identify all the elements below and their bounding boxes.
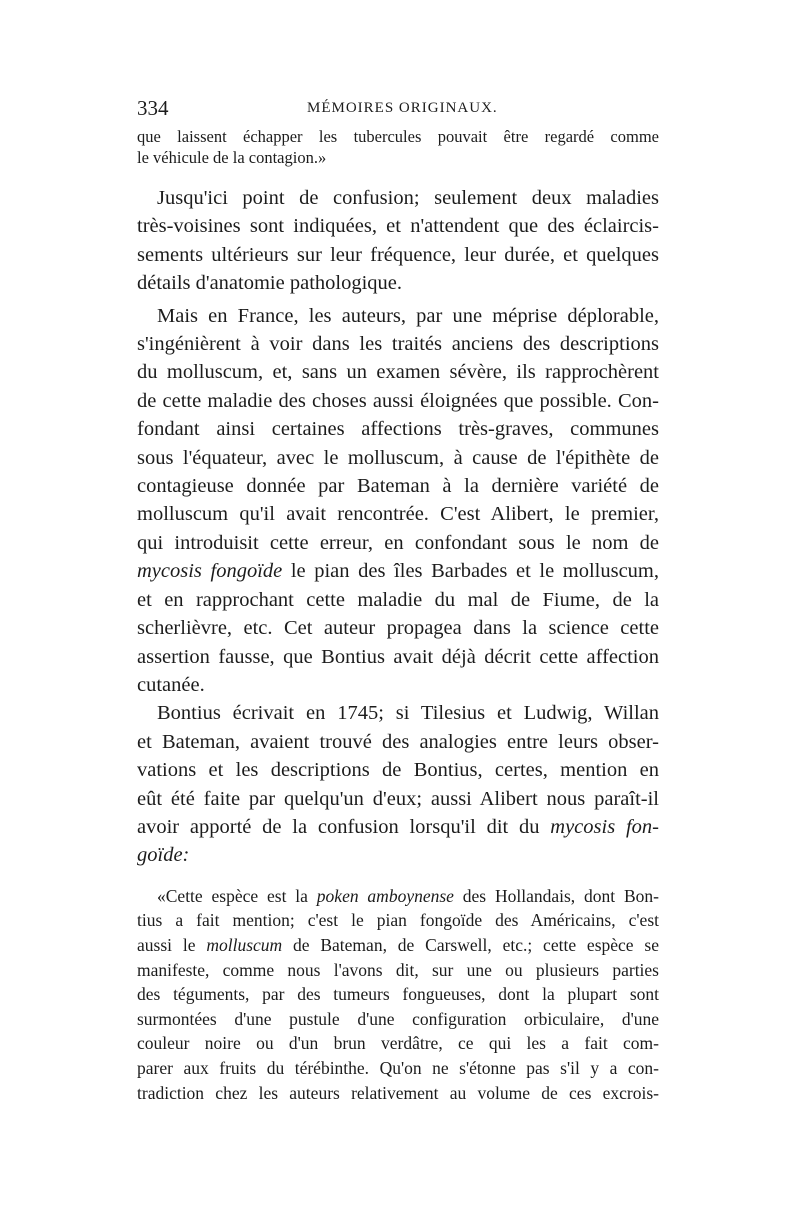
text-line: Jusqu'ici point de confusion; seulement deux maladies <box>157 187 659 209</box>
text-line: vations et les descriptions de Bontius, certes, mention en <box>137 759 659 782</box>
text-line: qui introduisit cette erreur, en confondant sous le nom de <box>137 531 659 554</box>
text-line: surmontées d'une pustule d'une configuration orbiculaire, d'une <box>137 1008 659 1029</box>
text-line: s'ingénièrent à voir dans les traités anciens des descriptions <box>137 333 659 356</box>
italic-term: goïde: <box>137 844 190 867</box>
text-line <box>137 933 659 958</box>
text-line: tius a fait mention; c'est le pian fongoïde des Américains, c'est <box>137 910 659 931</box>
text-line: molluscum qu'il avait rencontrée. C'est Alibert, le premier, <box>137 503 659 526</box>
text-line: Mais en France, les auteurs, par une méprise déplorable, <box>157 304 659 327</box>
text-line: du molluscum, et, sans un examen sévère, ils rapprochèrent <box>137 361 659 384</box>
italic-term: mycosis fongoïde <box>137 560 283 583</box>
text-line: le véhicule de la contagion.» <box>137 148 327 167</box>
quotation-block <box>137 884 659 1105</box>
page-number: 334 <box>137 96 169 120</box>
text-line <box>137 841 659 869</box>
page-header <box>137 96 659 126</box>
italic-term: molluscum <box>206 934 283 955</box>
text-line: scherlièvre, etc. Cet auteur propagea dans la science cette <box>137 617 659 640</box>
paragraph-2 <box>137 302 659 700</box>
text-line: Bontius écrivait en 1745; si Tilesius et Ludwig, Willan <box>157 702 659 725</box>
text-line: détails d'anatomie pathologique. <box>137 272 402 295</box>
text-fragment: avoir apporté de la confusion lorsqu'il dit du <box>137 815 551 838</box>
text-line <box>137 884 659 909</box>
text-line: assertion fausse, que Bontius avait déjà décrit cette affection <box>137 645 659 668</box>
text-line: contagieuse donnée par Bateman à la dernière variété de <box>137 475 659 498</box>
text-line: et en rapprochant cette maladie du mal de Fiume, de la <box>137 588 659 611</box>
text-fragment: des Hollandais, dont Bon- <box>453 885 659 906</box>
text-line: fondant ainsi certaines affections très-graves, communes <box>137 418 659 441</box>
text-line: manifeste, comme nous l'avons dit, sur une ou plusieurs parties <box>137 959 659 980</box>
text-line: et Bateman, avaient trouvé des analogies entre leurs obser- <box>137 730 659 753</box>
text-fragment: de Bateman, de Carswell, etc.; cette espèce se <box>282 934 659 955</box>
text-line: cutanée. <box>137 673 205 696</box>
text-line: sements ultérieurs sur leur fréquence, leur durée, et quelques <box>137 243 659 266</box>
text-fragment: «Cette espèce est la <box>157 885 317 906</box>
text-line: des téguments, par des tumeurs fongueuses, dont la plupart sont <box>137 984 659 1005</box>
text-line: très-voisines sont indiquées, et n'attendent que des éclaircis- <box>137 215 659 238</box>
text-line <box>137 813 659 841</box>
running-title: MÉMOIRES ORIGINAUX. <box>307 100 498 116</box>
paragraph-3 <box>137 699 659 869</box>
text-line: sous l'équateur, avec le molluscum, à cause de l'épithète de <box>137 446 659 469</box>
paragraph-intro <box>137 126 659 168</box>
text-fragment: le pian des îles Barbades et le molluscum, <box>282 560 659 583</box>
paragraph-1 <box>137 184 659 298</box>
text-fragment: aussi le <box>137 934 207 955</box>
italic-term: poken amboynense <box>316 885 454 906</box>
text-line: que laissent échapper les tubercules pouvait être regardé comme <box>137 127 659 146</box>
text-line: parer aux fruits du térébinthe. Qu'on ne s'étonne pas s'il y a con- <box>137 1057 659 1078</box>
text-line: couleur noire ou d'un brun verdâtre, ce qui les a fait com- <box>137 1033 659 1054</box>
text-line: tradiction chez les auteurs relativement au volume de ces excrois- <box>137 1082 659 1103</box>
text-line: eût été faite par quelqu'un d'eux; aussi Alibert nous paraît-il <box>137 787 659 810</box>
text-line <box>137 557 659 585</box>
book-page <box>137 96 659 1105</box>
italic-term: mycosis fon- <box>550 815 659 838</box>
text-line: de cette maladie des choses aussi éloignées que possible. Con- <box>137 389 659 412</box>
